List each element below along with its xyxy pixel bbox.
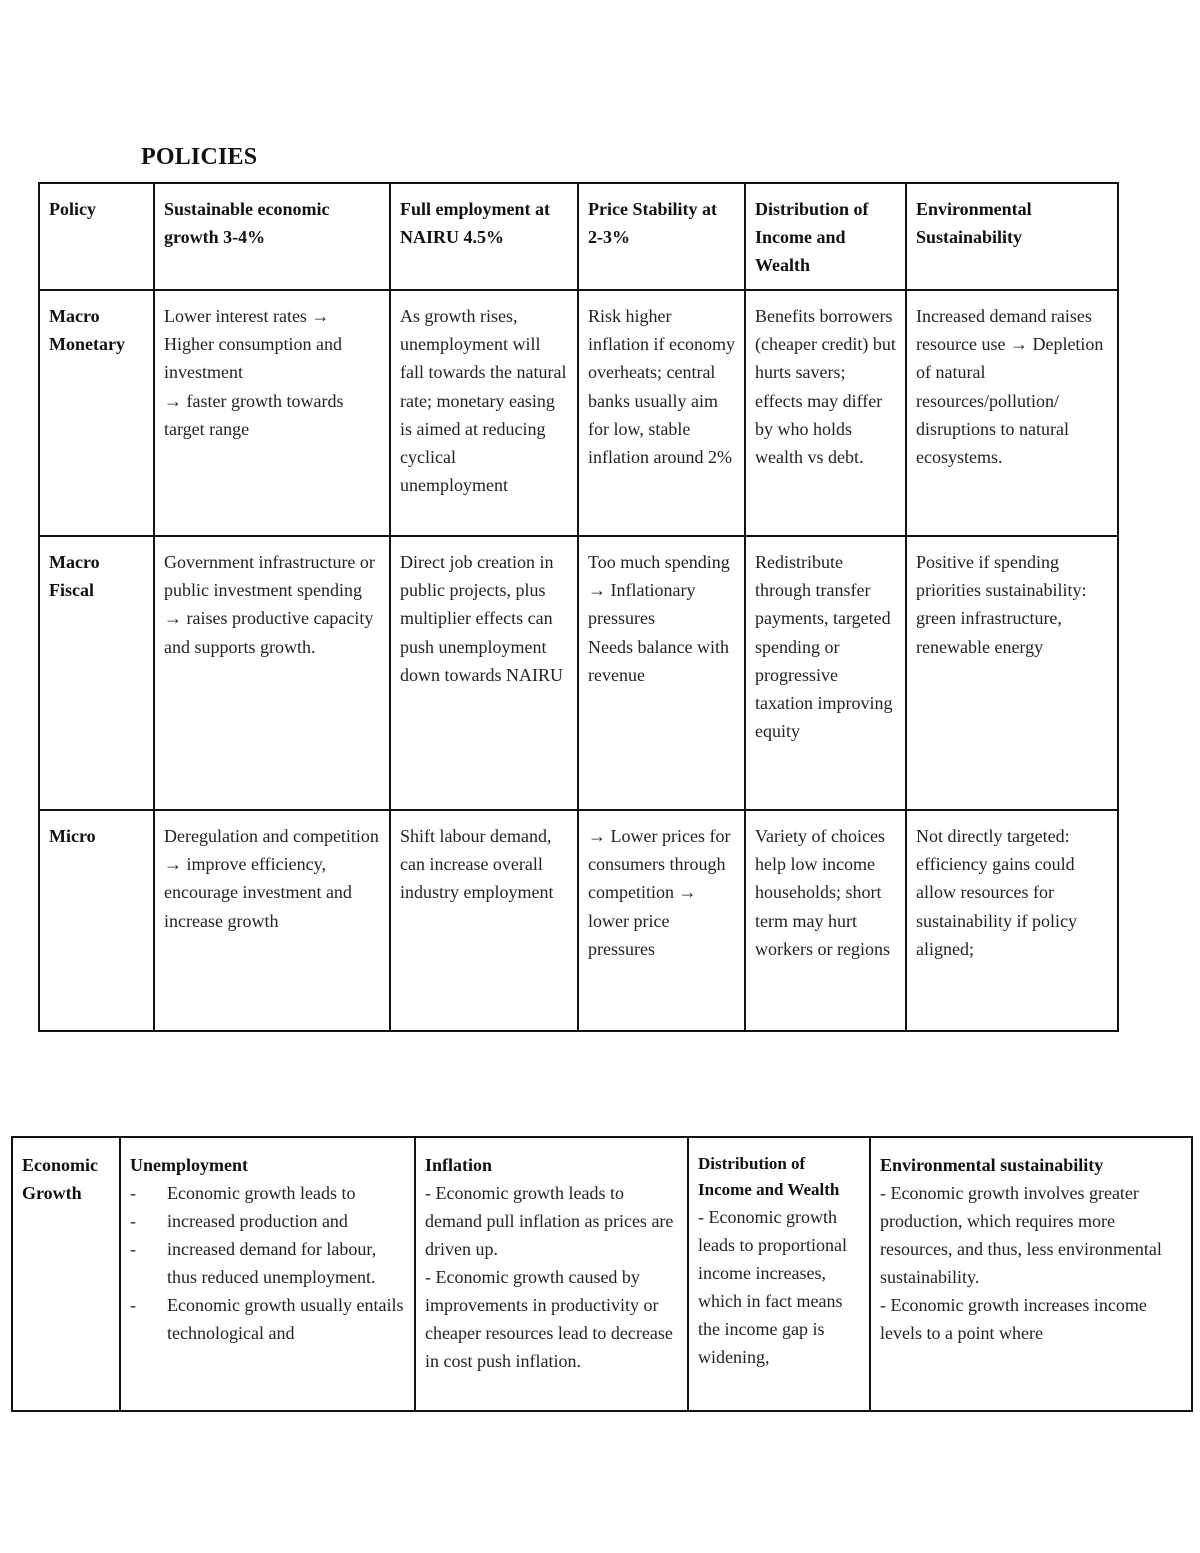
list-item <box>130 1207 405 1235</box>
list-item-text: Economic growth usually entails technological and <box>167 1295 404 1343</box>
cell-environment: Not directly targeted: efficiency gains could allow resources for sustainability if policy aligned; <box>906 810 1118 1031</box>
cell-line: - Economic growth caused by improvements in productivity or cheaper resources lead to decrease in cost push inflation. <box>425 1267 673 1371</box>
list-item <box>130 1291 405 1347</box>
cell-heading: Distribution of Income and Wealth <box>698 1154 840 1199</box>
cell-employment: Shift labour demand, can increase overall industry employment <box>390 810 578 1031</box>
cell-employment: Direct job creation in public projects, plus multiplier effects can push unemployment down towards NAIRU <box>390 536 578 810</box>
header-growth: Sustainable economic growth 3-4% <box>154 183 390 290</box>
cell-price-stability <box>578 536 745 810</box>
row-head-macro-monetary: Macro Monetary <box>39 290 154 536</box>
cell-line: → Lower prices for consumers through competition → lower price pressures <box>588 826 731 959</box>
cell-distribution: Benefits borrowers (cheaper credit) but hurts savers; effects may differ by who holds wealth vs debt. <box>745 290 906 536</box>
row-head-macro-fiscal: Macro Fiscal <box>39 536 154 810</box>
cell-line: - Economic growth increases income levels to a point where <box>880 1295 1147 1343</box>
cell-line: Needs balance with revenue <box>588 636 729 685</box>
cell-line: → faster growth towards target range <box>164 390 344 439</box>
cell-environment: Increased demand raises resource use → Depletion of natural resources/pollution/ disruptions to natural ecosystems. <box>906 290 1118 536</box>
cell-distribution: Variety of choices help low income households; short term may hurt workers or regions <box>745 810 906 1031</box>
cell-heading: Environmental sustainability <box>880 1155 1104 1175</box>
cell-line: - Economic growth leads to proportional income increases, which in fact means the income gap is widening, <box>698 1207 847 1367</box>
list-item-text: increased demand for labour, thus reduced unemployment. <box>167 1239 377 1287</box>
list-item <box>130 1235 405 1291</box>
cell-growth <box>154 290 390 536</box>
row-head-micro: Micro <box>39 810 154 1031</box>
cell-unemployment <box>120 1137 415 1411</box>
header-price-stability: Price Stability at 2-3% <box>578 183 745 290</box>
table-row <box>12 1137 1192 1411</box>
table-row <box>39 290 1118 536</box>
cell-growth <box>154 536 390 810</box>
cell-heading: Unemployment <box>130 1155 248 1175</box>
policies-table <box>38 182 1119 1032</box>
cell-line: Deregulation and competition → improve efficiency, encourage investment and increase growth <box>164 826 379 931</box>
cell-line: - Economic growth leads to demand pull inflation as prices are driven up. <box>425 1183 674 1259</box>
cell-growth <box>154 810 390 1031</box>
header-distribution: Distribution of Income and Wealth <box>745 183 906 290</box>
cell-line: Government infrastructure or public investment spending → raises productive capacity and supports growth. <box>164 552 375 657</box>
cell-environment: Positive if spending priorities sustainability: green infrastructure, renewable energy <box>906 536 1118 810</box>
row-head-label: Economic Growth <box>22 1155 98 1203</box>
row-head-economic-growth <box>12 1137 120 1411</box>
cell-heading: Inflation <box>425 1155 493 1175</box>
cell-distribution <box>688 1137 870 1411</box>
cell-line: Lower interest rates → Higher consumption and investment <box>164 306 342 383</box>
header-policy: Policy <box>39 183 154 290</box>
dash-marker: - <box>130 1295 136 1315</box>
cell-line: Too much spending → Inflationary pressures <box>588 552 730 629</box>
cell-price-stability <box>578 810 745 1031</box>
header-environment: Environmental Sustainability <box>906 183 1118 290</box>
cell-inflation <box>415 1137 688 1411</box>
table-row <box>39 810 1118 1031</box>
dash-marker: - <box>130 1211 136 1231</box>
table-header-row <box>39 183 1118 290</box>
cell-distribution: Redistribute through transfer payments, targeted spending or progressive taxation improving equity <box>745 536 906 810</box>
cell-environment <box>870 1137 1192 1411</box>
dash-marker: - <box>130 1183 136 1203</box>
list-item-text: increased production and <box>167 1211 348 1231</box>
cell-price-stability: Risk higher inflation if economy overheats; central banks usually aim for low, stable inflation around 2% <box>578 290 745 536</box>
cell-line: - Economic growth involves greater production, which requires more resources, and thus, less environmental sustainability. <box>880 1183 1162 1287</box>
economic-growth-table <box>11 1136 1193 1412</box>
list-item-text: Economic growth leads to <box>167 1183 356 1203</box>
header-employment: Full employment at NAIRU 4.5% <box>390 183 578 290</box>
cell-employment: As growth rises, unemployment will fall towards the natural rate; monetary easing is aimed at reducing cyclical unemployment <box>390 290 578 536</box>
dash-marker: - <box>130 1239 136 1259</box>
page-title: POLICIES <box>141 144 258 170</box>
table-row <box>39 536 1118 810</box>
list-item <box>130 1179 405 1207</box>
